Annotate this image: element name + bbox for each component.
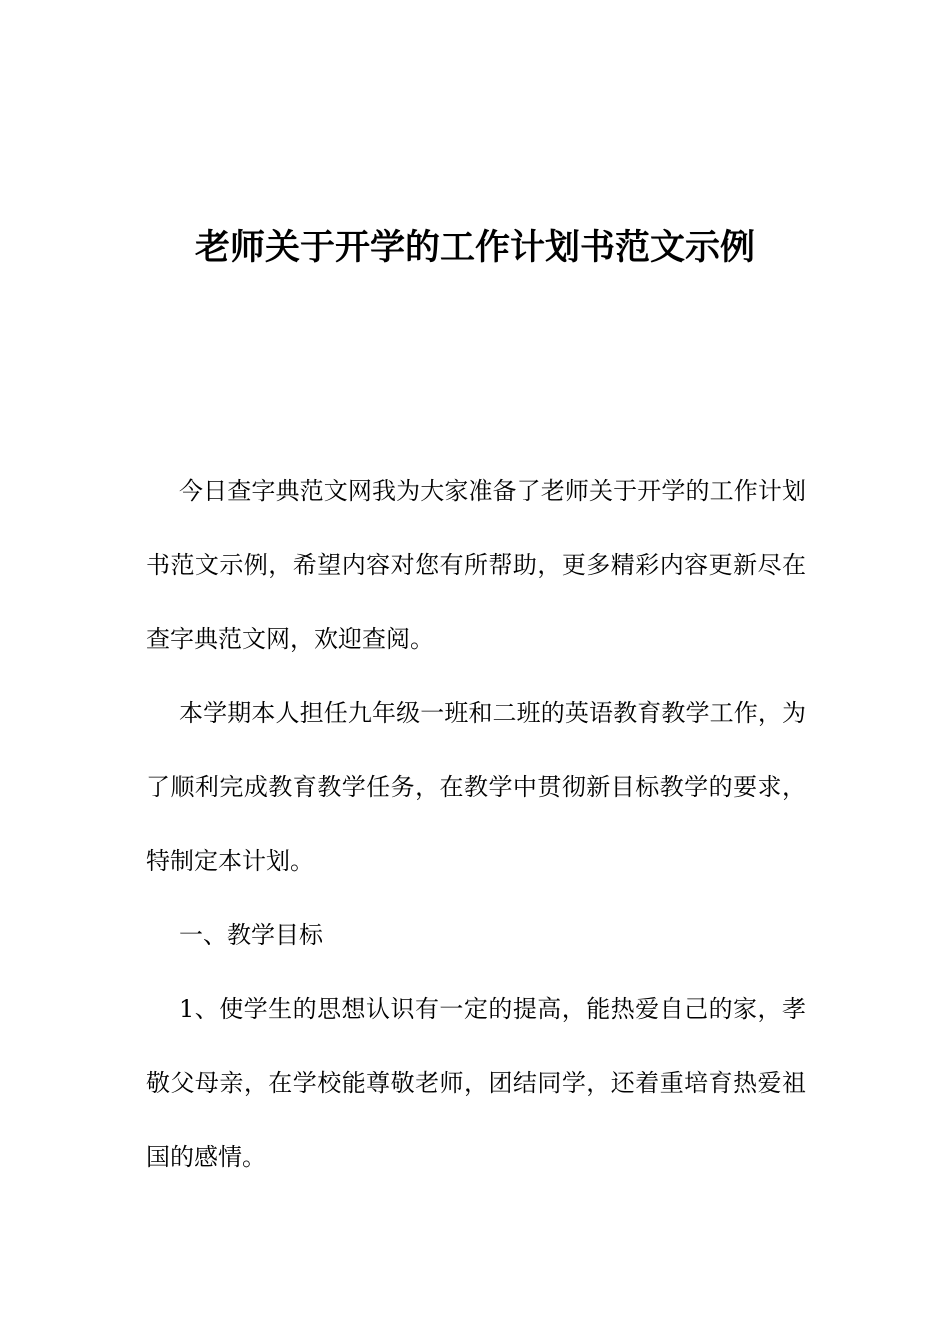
purpose-paragraph: 本学期本人担任九年级一班和二班的英语教育教学工作，为了顺利完成教育教学任务，在教学中贯彻新目标教学的要求，特制定本计划。: [146, 699, 806, 875]
document-title: 老师关于开学的工作计划书范文示例: [194, 228, 755, 268]
section-heading: 一、教学目标: [179, 921, 323, 949]
document-body: [146, 454, 806, 1194]
goal-item-paragraph: 1、使学生的思想认识有一定的提高，能热爱自己的家，孝敬父母亲，在学校能尊敬老师，团结同学，还着重培育热爱祖国的感情。: [146, 995, 806, 1171]
intro-paragraph: 今日查字典范文网我为大家准备了老师关于开学的工作计划书范文示例，希望内容对您有所帮助，更多精彩内容更新尽在查字典范文网，欢迎查阅。: [146, 477, 806, 653]
